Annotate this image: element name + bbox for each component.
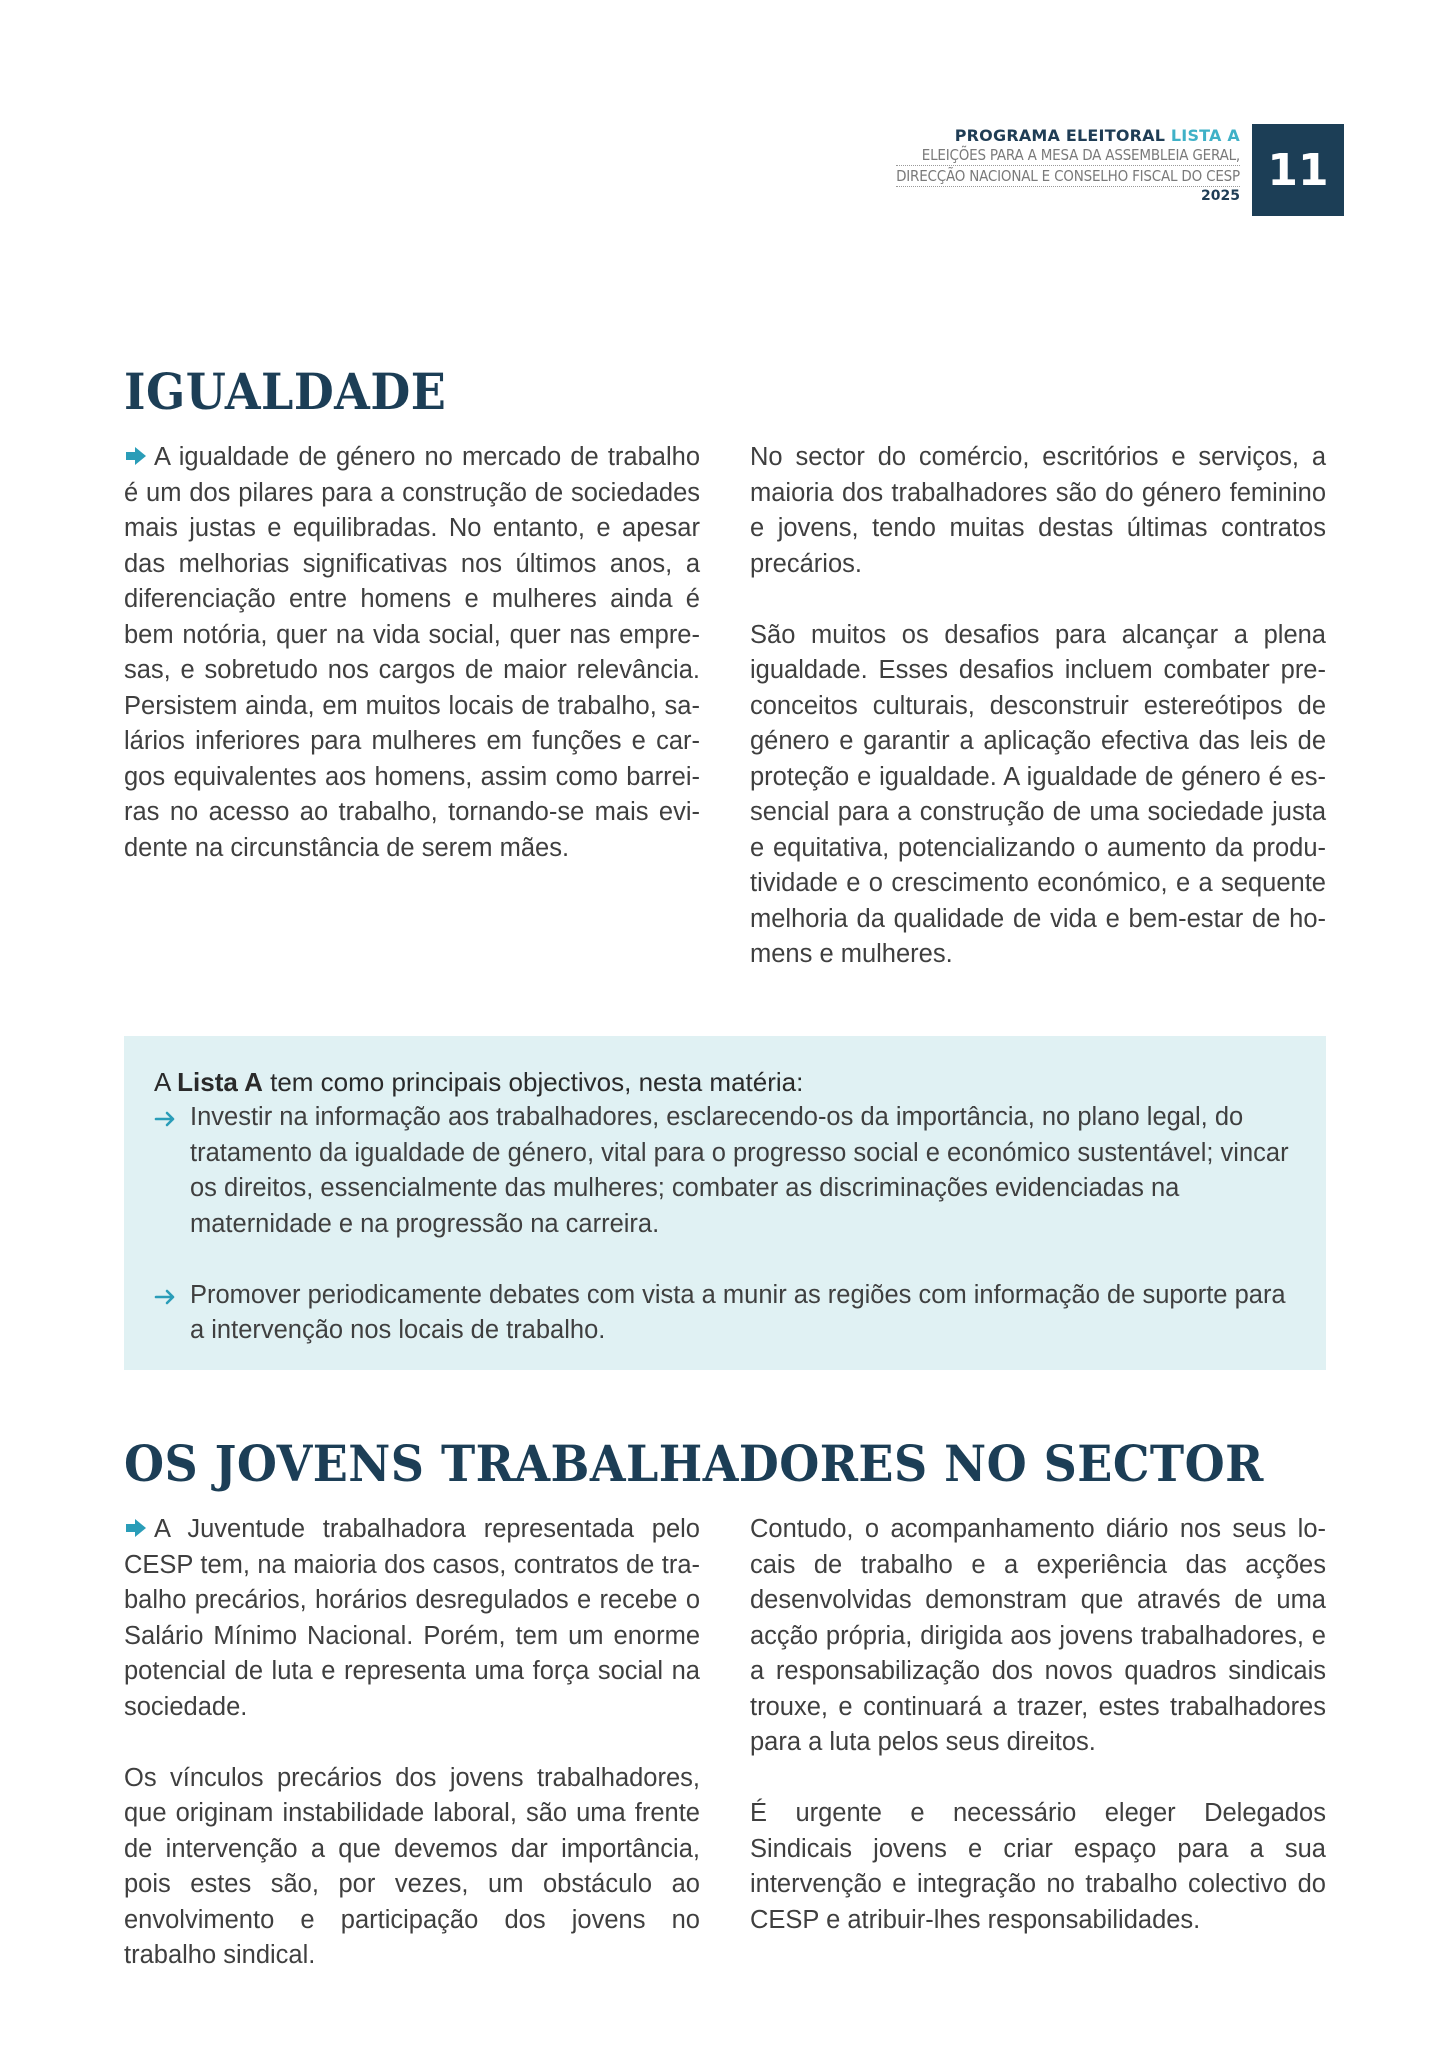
page-header — [896, 124, 1344, 216]
list-item — [154, 1278, 1296, 1349]
header-title-accent: LISTA A — [1170, 126, 1240, 145]
list-item-text: Promover periodicamente debates com vista a munir as regiões com informação de suporte para a intervenção nos locais de trabalho. — [190, 1280, 1286, 1344]
header-title-main: PROGRAMA ELEITORAL — [954, 126, 1166, 145]
paragraph — [124, 1512, 700, 1725]
header-text — [896, 126, 1240, 204]
list-item — [154, 1100, 1296, 1242]
paragraph: Os vínculos precários dos jovens trabalhadores, que originam instabilidade laboral, são uma frente de intervenção a que devemos dar importância, pois estes são, por vezes, um obstáculo ao envolvimento e participação dos jovens no trabalho sindical. — [124, 1763, 700, 1969]
objectives-box — [124, 1036, 1326, 1370]
page-number: 11 — [1252, 124, 1344, 216]
paragraph: É urgente e necessário eleger Delegados Sindicais jovens e criar espaço para a sua intervenção e integração no trabalho colectivo do CESP e atribuir-lhes responsabilidades. — [750, 1799, 1326, 1934]
objectives-title — [154, 1064, 1296, 1100]
objectives-title-prefix: A — [154, 1067, 170, 1097]
section1-right-column — [750, 440, 1326, 973]
list-item-text: Investir na informação aos trabalhadores, esclarecendo-os da importância, no plano legal, do tratamento da igualdade de género, vital para o progresso social e económico sustentável; vincar os direitos, essencialmente das mulheres; combater as discriminações evidenciadas na maternidade e na progressão na carreira. — [190, 1103, 1289, 1238]
header-title — [896, 126, 1240, 145]
section-heading-jovens: OS JOVENS TRABALHADORES NO SECTOR — [124, 1434, 1264, 1493]
arrow-right-icon — [124, 445, 148, 467]
paragraph: No sector do comércio, escritórios e serviços, a maioria dos trabalhadores são do género feminino e jovens, tendo muitas destas últimas contratos precários. — [750, 443, 1326, 578]
paragraph-text: A igualdade de género no mercado de trabalho é um dos pilares para a construção de sociedades mais justas e equilibradas. No entanto, e apesar das melhorias significativas nos últimos anos, a diferenciação entre homens e mulheres ainda é bem notória, quer na vida social, quer nas empresas, e sobretudo nos cargos de maior relevância. Persistem ainda, em muitos locais de trabalho, salários inferiores para mulheres em funções e cargos equivalentes aos homens, assim como barreiras no acesso ao trabalho, tornando-se mais evidente na circunstância de serem mães. — [124, 443, 700, 862]
header-year: 2025 — [1201, 188, 1240, 204]
objectives-list — [154, 1100, 1296, 1349]
section-heading-igualdade: IGUALDADE — [124, 362, 447, 421]
section2-right-column — [750, 1512, 1326, 1938]
header-line-2: DIRECÇÃO NACIONAL E CONSELHO FISCAL DO CESP — [896, 167, 1240, 185]
objectives-title-suffix: tem como principais objectivos, nesta matéria: — [270, 1067, 804, 1097]
paragraph: São muitos os desafios para alcançar a plena igualdade. Esses desafios incluem combater preconceitos culturais, desconstruir estereótipos de género e garantir a aplicação efectiva das leis de proteção e igualdade. A igualdade de género é essencial para a construção de uma sociedade justa e equitativa, potencializando o aumento da produtividade e o crescimento económico, e a sequente melhoria da qualidade de vida e bem-estar de homens e mulheres. — [750, 620, 1326, 968]
arrow-right-icon — [124, 1517, 148, 1539]
section1-left-column — [124, 440, 700, 866]
paragraph-text: A Juventude trabalhadora representada pelo CESP tem, na maioria dos casos, contratos de trabalho precários, horários desregulados e recebe o Salário Mínimo Nacional. Porém, tem um enorme potencial de luta e representa uma força social na sociedade. — [124, 1515, 700, 1721]
section2-left-column — [124, 1512, 700, 1974]
paragraph — [124, 440, 700, 866]
objectives-title-bold: Lista A — [177, 1067, 263, 1097]
paragraph: Contudo, o acompanhamento diário nos seus locais de trabalho e a experiência das acções desenvolvidas demonstram que através de uma acção própria, dirigida aos jovens trabalhadores, e a responsabilização dos novos quadros sindicais trouxe, e continuará a trazer, estes trabalhadores para a luta pelos seus direitos. — [750, 1515, 1326, 1756]
header-line-1: ELEIÇÕES PARA A MESA DA ASSEMBLEIA GERAL, — [896, 145, 1240, 166]
arrow-right-icon — [154, 1289, 176, 1305]
arrow-right-icon — [154, 1111, 176, 1127]
